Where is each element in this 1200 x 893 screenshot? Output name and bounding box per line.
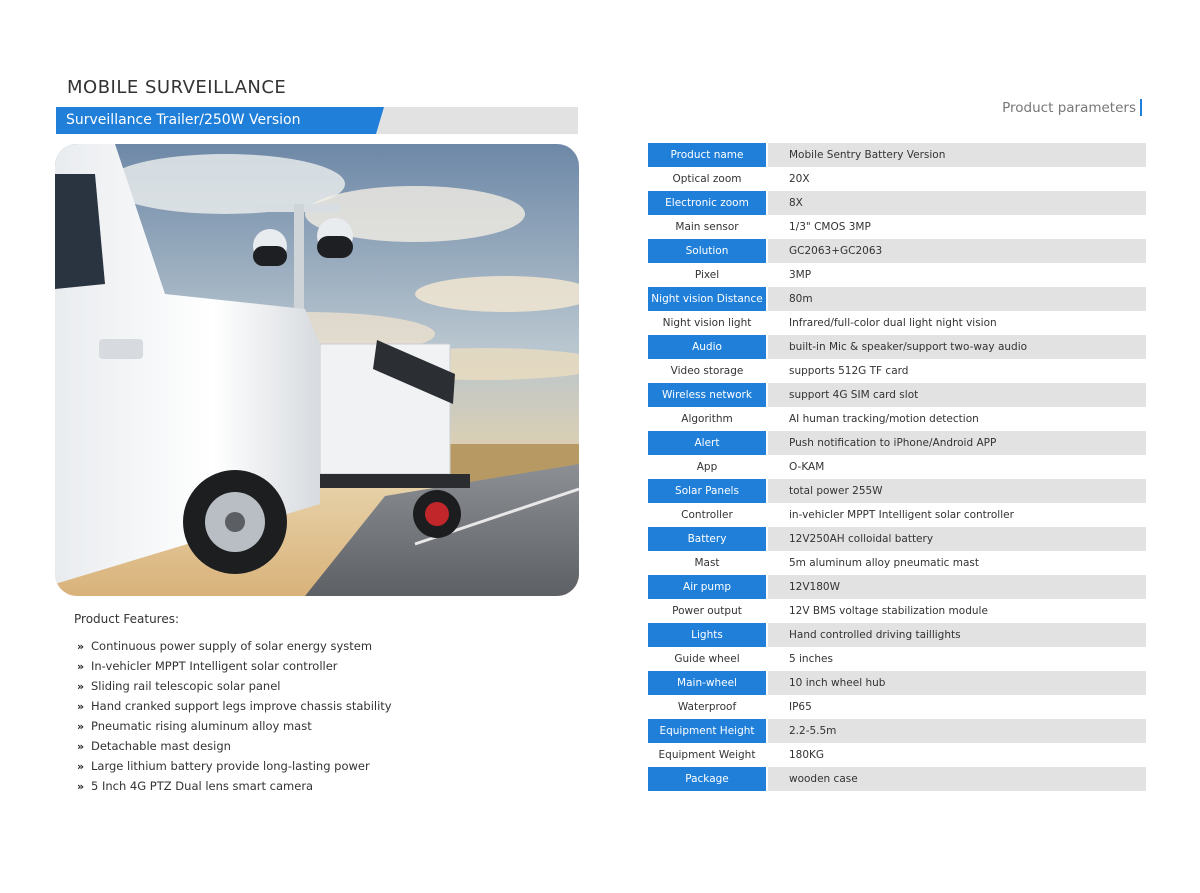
list-item bbox=[77, 719, 392, 739]
spec-label: Night vision light bbox=[662, 317, 752, 329]
feature-text: Sliding rail telescopic solar panel bbox=[91, 679, 281, 693]
spec-value: O-KAM bbox=[789, 461, 825, 473]
spec-value: 8X bbox=[768, 191, 1146, 215]
params-heading: Product parameters bbox=[1002, 100, 1136, 116]
feature-text: Hand cranked support legs improve chassis stability bbox=[91, 699, 392, 713]
spec-value: 12V180W bbox=[768, 575, 1146, 599]
feature-text: Detachable mast design bbox=[91, 739, 231, 753]
table-row bbox=[648, 527, 1146, 551]
spec-label: Controller bbox=[681, 509, 733, 521]
list-item bbox=[77, 739, 392, 759]
spec-label: Air pump bbox=[648, 575, 766, 599]
spec-value: 180KG bbox=[789, 749, 825, 761]
spec-label: Audio bbox=[648, 335, 766, 359]
spec-label: Battery bbox=[648, 527, 766, 551]
table-row bbox=[648, 479, 1146, 503]
feature-text: In-vehicler MPPT Intelligent solar controller bbox=[91, 659, 338, 673]
table-row bbox=[648, 551, 1146, 575]
table-row bbox=[648, 311, 1146, 335]
spec-value: support 4G SIM card slot bbox=[768, 383, 1146, 407]
spec-label: Equipment Height bbox=[648, 719, 766, 743]
table-row bbox=[648, 239, 1146, 263]
double-chevron-icon: » bbox=[77, 700, 85, 713]
spec-label: Main sensor bbox=[675, 221, 739, 233]
spec-label: Algorithm bbox=[681, 413, 733, 425]
spec-value: GC2063+GC2063 bbox=[768, 239, 1146, 263]
feature-text: 5 Inch 4G PTZ Dual lens smart camera bbox=[91, 779, 314, 793]
spec-label: Alert bbox=[648, 431, 766, 455]
spec-value: 1/3" CMOS 3MP bbox=[789, 221, 871, 233]
table-row bbox=[648, 503, 1146, 527]
params-accent-bar bbox=[1140, 99, 1142, 116]
table-row bbox=[648, 695, 1146, 719]
spec-label: Electronic zoom bbox=[648, 191, 766, 215]
list-item bbox=[77, 699, 392, 719]
table-row bbox=[648, 455, 1146, 479]
spec-table bbox=[648, 143, 1146, 791]
spec-label: Lights bbox=[648, 623, 766, 647]
page-title: MOBILE SURVEILLANCE bbox=[67, 77, 287, 98]
list-item bbox=[77, 779, 392, 799]
spec-value: Infrared/full-color dual light night vision bbox=[789, 317, 997, 329]
spec-value: Hand controlled driving taillights bbox=[768, 623, 1146, 647]
spec-label: Solar Panels bbox=[648, 479, 766, 503]
table-row bbox=[648, 719, 1146, 743]
table-row bbox=[648, 599, 1146, 623]
spec-value: 10 inch wheel hub bbox=[768, 671, 1146, 695]
spec-label: Mast bbox=[694, 557, 720, 569]
table-row bbox=[648, 383, 1146, 407]
spec-value: 12V BMS voltage stabilization module bbox=[789, 605, 988, 617]
spec-label: Solution bbox=[648, 239, 766, 263]
double-chevron-icon: » bbox=[77, 680, 85, 693]
spec-label: Main-wheel bbox=[648, 671, 766, 695]
table-row bbox=[648, 287, 1146, 311]
spec-value: in-vehicler MPPT Intelligent solar controller bbox=[789, 509, 1014, 521]
table-row bbox=[648, 143, 1146, 167]
table-row bbox=[648, 647, 1146, 671]
double-chevron-icon: » bbox=[77, 760, 85, 773]
double-chevron-icon: » bbox=[77, 740, 85, 753]
table-row bbox=[648, 167, 1146, 191]
spec-label: Video storage bbox=[670, 365, 744, 377]
table-row bbox=[648, 263, 1146, 287]
spec-value: 2.2-5.5m bbox=[768, 719, 1146, 743]
spec-label: Night vision Distance bbox=[648, 287, 766, 311]
spec-value: AI human tracking/motion detection bbox=[789, 413, 979, 425]
spec-value: supports 512G TF card bbox=[789, 365, 909, 377]
double-chevron-icon: » bbox=[77, 660, 85, 673]
spec-label: Product name bbox=[648, 143, 766, 167]
product-photo bbox=[55, 144, 579, 596]
spec-label: Power output bbox=[672, 605, 742, 617]
feature-text: Pneumatic rising aluminum alloy mast bbox=[91, 719, 312, 733]
table-row bbox=[648, 335, 1146, 359]
table-row bbox=[648, 191, 1146, 215]
table-row bbox=[648, 431, 1146, 455]
features-title: Product Features: bbox=[74, 612, 180, 626]
spec-label: Package bbox=[648, 767, 766, 791]
spec-label: Waterproof bbox=[677, 701, 737, 713]
double-chevron-icon: » bbox=[77, 720, 85, 733]
double-chevron-icon: » bbox=[77, 780, 85, 793]
list-item bbox=[77, 639, 392, 659]
spec-label: Equipment Weight bbox=[658, 749, 756, 761]
spec-value: built-in Mic & speaker/support two-way audio bbox=[768, 335, 1146, 359]
feature-text: Continuous power supply of solar energy system bbox=[91, 639, 373, 653]
table-row bbox=[648, 767, 1146, 791]
spec-value: total power 255W bbox=[768, 479, 1146, 503]
spec-label: Optical zoom bbox=[672, 173, 742, 185]
spec-value: 5m aluminum alloy pneumatic mast bbox=[789, 557, 980, 569]
double-chevron-icon: » bbox=[77, 640, 85, 653]
banner-title: Surveillance Trailer/250W Version bbox=[66, 112, 301, 128]
table-row bbox=[648, 575, 1146, 599]
list-item bbox=[77, 659, 392, 679]
spec-value: Push notification to iPhone/Android APP bbox=[768, 431, 1146, 455]
spec-label: Pixel bbox=[694, 269, 720, 281]
spec-value: 5 inches bbox=[789, 653, 833, 665]
list-item bbox=[77, 679, 392, 699]
table-row bbox=[648, 743, 1146, 767]
spec-label: Wireless network bbox=[648, 383, 766, 407]
spec-value: 12V250AH colloidal battery bbox=[768, 527, 1146, 551]
table-row bbox=[648, 671, 1146, 695]
spec-value: 3MP bbox=[789, 269, 812, 281]
table-row bbox=[648, 359, 1146, 383]
spec-value: 20X bbox=[789, 173, 810, 185]
spec-value: wooden case bbox=[768, 767, 1146, 791]
spec-value: IP65 bbox=[789, 701, 812, 713]
table-row bbox=[648, 623, 1146, 647]
table-row bbox=[648, 407, 1146, 431]
list-item bbox=[77, 759, 392, 779]
feature-text: Large lithium battery provide long-lasting power bbox=[91, 759, 370, 773]
spec-label: Guide wheel bbox=[674, 653, 740, 665]
spec-value: Mobile Sentry Battery Version bbox=[768, 143, 1146, 167]
table-row bbox=[648, 215, 1146, 239]
spec-label: App bbox=[696, 461, 718, 473]
spec-value: 80m bbox=[768, 287, 1146, 311]
features-list bbox=[77, 639, 392, 799]
